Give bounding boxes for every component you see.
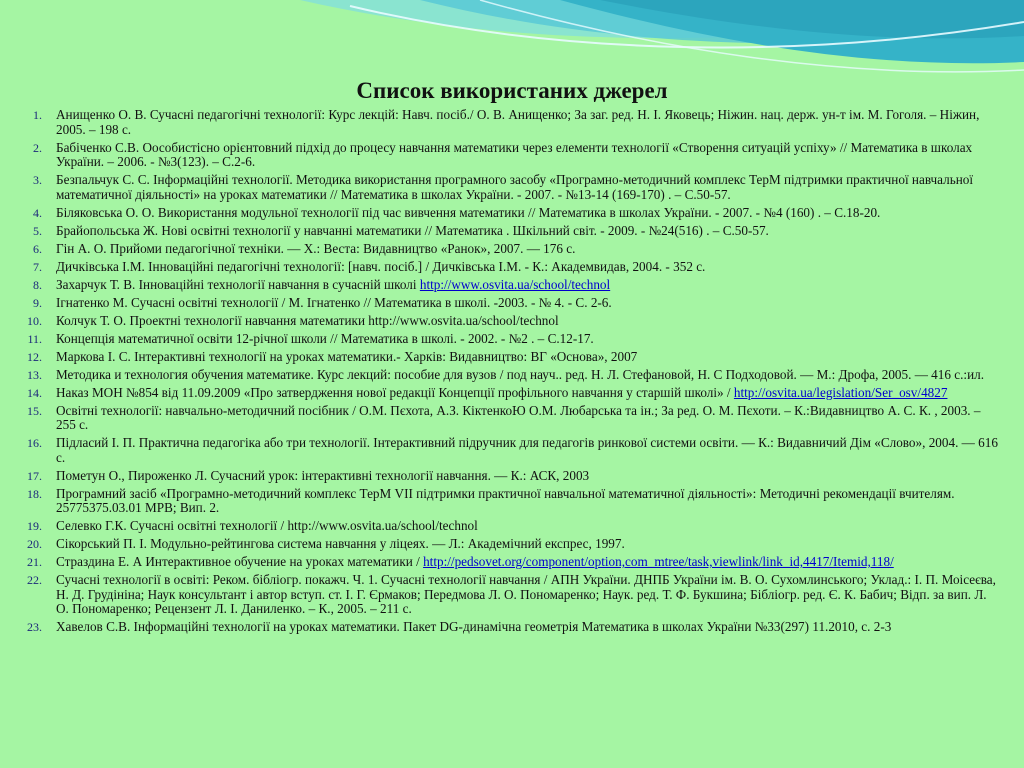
reference-number: 16. — [27, 436, 42, 451]
reference-number: 20. — [27, 537, 42, 552]
reference-text: Маркова І. С. Інтерактивні технології на уроках математики.- Харків: Видавництво: ВГ «Основа», 2007 — [56, 348, 638, 364]
reference-number: 7. — [33, 259, 42, 274]
reference-text: Страздина Е. А Интерактивное обучение на уроках математики / — [56, 554, 424, 570]
reference-number: 17. — [27, 468, 42, 483]
reference-number: 12. — [27, 349, 42, 364]
reference-item — [0, 296, 1000, 311]
reference-number: 18. — [27, 486, 42, 501]
reference-text: Наказ МОН №854 від 11.09.2009 «Про затвердження нової редакції Концепції профільного навчання у старшій школі» / — [56, 384, 734, 400]
reference-number: 10. — [27, 313, 42, 328]
reference-link[interactable]: http://pedsovet.org/component/option,com_mtree/task,viewlink/link_id,4417/Itemid,118/ — [423, 554, 894, 570]
reference-text: Гін А. О. Прийоми педагогічної техніки. — Х.: Веста: Видавництво «Ранок», 2007. — 176 с. — [56, 240, 576, 256]
reference-item — [0, 141, 1000, 170]
reference-text: Концепція математичної освіти 12-річної школи // Математика в школі. - 2002. - №2 . – С.12-17. — [56, 330, 594, 346]
reference-text: Підласий І. П. Практична педагогіка або три технології. Інтерактивний підручник для педагогів ринкової системи освіти. — К.: Видавничий Дім «Слово», 2004. — 616 с. — [56, 435, 998, 465]
reference-item — [0, 206, 1000, 221]
reference-item — [0, 314, 1000, 329]
reference-item — [0, 386, 1000, 401]
reference-text: Ігнатенко М. Сучасні освітні технології / М. Ігнатенко // Математика в школі. -2003. - № 4. - С. 2-6. — [56, 294, 612, 310]
reference-item — [0, 260, 1000, 275]
reference-item — [0, 368, 1000, 383]
reference-item — [0, 108, 1000, 137]
reference-list — [0, 108, 1000, 638]
reference-text: Захарчук Т. В. Інноваційні технології навчання в сучасній школі — [56, 276, 420, 292]
reference-number: 2. — [33, 140, 42, 155]
reference-item — [0, 332, 1000, 347]
reference-text: Пометун О., Пироженко Л. Сучасний урок: інтерактивні технології навчання. — К.: АСК, 2003 — [56, 467, 590, 483]
reference-item — [0, 487, 1000, 516]
reference-number: 6. — [33, 241, 42, 256]
reference-text: Селевко Г.К. Сучасні освітні технології / http://www.osvita.ua/school/technol — [56, 518, 478, 534]
reference-link[interactable]: http://www.osvita.ua/school/technol — [419, 276, 611, 292]
reference-text: Бабіченко С.В. Оособистісно орієнтовний підхід до процесу навчання математики через елементи технології «Створення ситуацій успіху» // Математика в школах України. – 2006. - №3(123). – С.2-6. — [56, 139, 973, 170]
reference-link[interactable]: http://osvita.ua/legislation/Ser_osv/4827 — [733, 384, 948, 400]
reference-item — [0, 537, 1000, 552]
reference-item — [0, 555, 1000, 570]
reference-text: Анищенко О. В. Сучасні педагогічні технології: Курс лекцій: Навч. посіб./ О. В. Анищенко; За заг. ред. Н. І. Яковець; Ніжин. нац. держ. ун-т ім. М. Гоголя. – Ніжин, 2005. – 198 с. — [56, 107, 980, 137]
reference-item — [0, 404, 1000, 433]
reference-text: Програмний засіб «Програмно-методичний комплекс ТерМ VII підтримки практичної навчальної математичної діяльності»: Методичні рекомендації вчителям. 25775375.03.01 МРВ; Вип. 2. — [56, 485, 955, 516]
reference-number: 5. — [33, 223, 42, 238]
reference-item — [0, 436, 1000, 465]
reference-item — [0, 224, 1000, 239]
reference-number: 21. — [27, 555, 42, 570]
page-title: Список використаних джерел — [356, 78, 668, 103]
reference-text: Освітні технології: навчально-методичний посібник / О.М. Пєхота, А.З. КіктенкоЮ О.М. Любарська та ін.; За ред. О. М. Пєхоти. – К.:Видавництво А. С. К. , 2003. – 255 с. — [56, 402, 981, 433]
reference-number: 9. — [33, 295, 42, 310]
reference-number: 4. — [33, 205, 42, 220]
reference-text: Дичківська І.М. Інноваційні педагогічні технології: [навч. посіб.] / Дичківська І.М. - К.: Академвидав, 2004. - 352 с. — [56, 258, 706, 274]
reference-item — [0, 519, 1000, 534]
reference-text: Хавелов С.В. Інформаційні технології на уроках математики. Пакет DG-динамічна геометрія Математика в школах України №33(297) 11.2010, с. 2-3 — [56, 619, 892, 635]
reference-number: 19. — [27, 519, 42, 534]
reference-text: Методика и технология обучения математике. Курс лекций: пособие для вузов / под науч.. ред. Н. Л. Стефановой, Н. С Подходовой. — М.: Дрофа, 2005. — 416 с.:ил. — [56, 366, 985, 382]
reference-number: 13. — [27, 367, 42, 382]
reference-text: Брайопольська Ж. Нові освітні технології у навчанні математики // Математика . Шкільний світ. - 2009. - №24(516) . – С.50-57. — [56, 222, 769, 238]
reference-text: Сікорський П. І. Модульно-рейтингова система навчання у ліцеях. — Л.: Академічний експрес, 1997. — [56, 536, 625, 552]
reference-number: 1. — [33, 108, 42, 122]
reference-number: 22. — [27, 573, 42, 588]
reference-item — [0, 350, 1000, 365]
reference-item — [0, 278, 1000, 293]
reference-number: 11. — [27, 331, 42, 346]
reference-item — [0, 620, 1000, 635]
reference-item — [0, 173, 1000, 202]
reference-text: Біляковська О. О. Використання модульної технології під час вивчення математики // Математика в школах України. - 2007. - №4 (160) . – С.18-20. — [56, 204, 881, 220]
reference-number: 8. — [33, 277, 42, 292]
reference-number: 3. — [33, 173, 42, 188]
reference-item — [0, 242, 1000, 257]
reference-number: 15. — [27, 403, 42, 418]
reference-number: 14. — [27, 385, 42, 400]
reference-text: Безпальчук С. С. Інформаційні технології. Методика використання програмного засобу «Програмно-методичний комплекс ТерМ підтримки практичної навчальної математичної діяльності» на уроках математики // Математика в школах України. - 2007. - №13-14 (169-170) . – С.50-57. — [56, 172, 974, 202]
reference-item — [0, 573, 1000, 617]
reference-text: Сучасні технології в освіті: Реком. бібліогр. покажч. Ч. 1. Сучасні технології навчання / АПН України. ДНПБ України ім. В. О. Сухомлинського; Уклад.: І. П. Моісеєва, Н. Д. Грудініна; Наук консультант і автор вступ. ст. І. Г. Єрмаков; Передмова Л. О. Пономаренко; Наук. ред. Т. Ф. Букшина; Бібліогр. ред. Є. К. Бабич; Відп. за вип. Л. О. Пономаренко; Рецензент Л. І. Даниленко. – К., 2005. – 211 с. — [56, 572, 996, 617]
reference-text: Колчук Т. О. Проектні технології навчання математики http://www.osvita.ua/school/technol — [56, 312, 559, 328]
reference-item — [0, 469, 1000, 484]
reference-number: 23. — [27, 620, 42, 635]
